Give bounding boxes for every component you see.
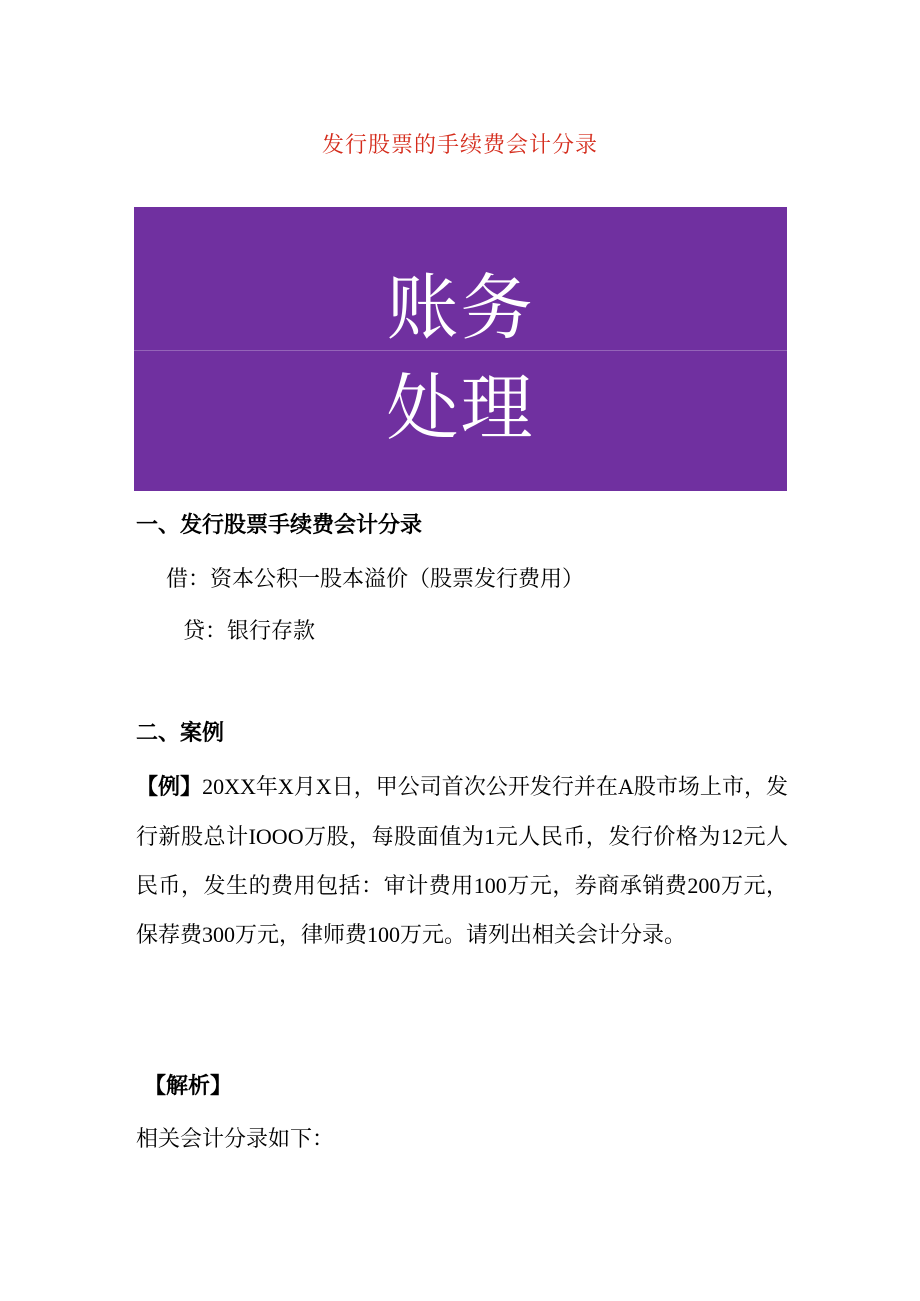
document-title: 发行股票的手续费会计分录 — [321, 133, 598, 158]
banner-line-2: 处理 — [386, 366, 535, 450]
example-text: 20XX年X月X日，甲公司首次公开发行并在A股市场上市，发行新股总计IOOO万股，每股面值为1元人民币，发行价格为12元人民币，发生的费用包括：审计费用100万元，券商承销费200万元，保荐费300万元，律师费100万元。请列出相关会计分录。 — [136, 774, 788, 947]
credit-entry: 贷：银行存款 — [183, 619, 316, 644]
section2-heading: 二、案例 — [136, 721, 225, 746]
banner-divider — [134, 350, 787, 351]
example-tag: 【例】 — [136, 775, 203, 800]
analysis-text: 相关会计分录如下： — [136, 1127, 335, 1152]
example-paragraph — [136, 762, 788, 959]
debit-entry: 借：资本公积一股本溢价（股票发行费用） — [166, 567, 585, 592]
section1-heading: 一、发行股票手续费会计分录 — [136, 513, 423, 538]
banner-line-1: 账务 — [386, 266, 535, 350]
analysis-tag: 【解析】 — [144, 1074, 233, 1099]
